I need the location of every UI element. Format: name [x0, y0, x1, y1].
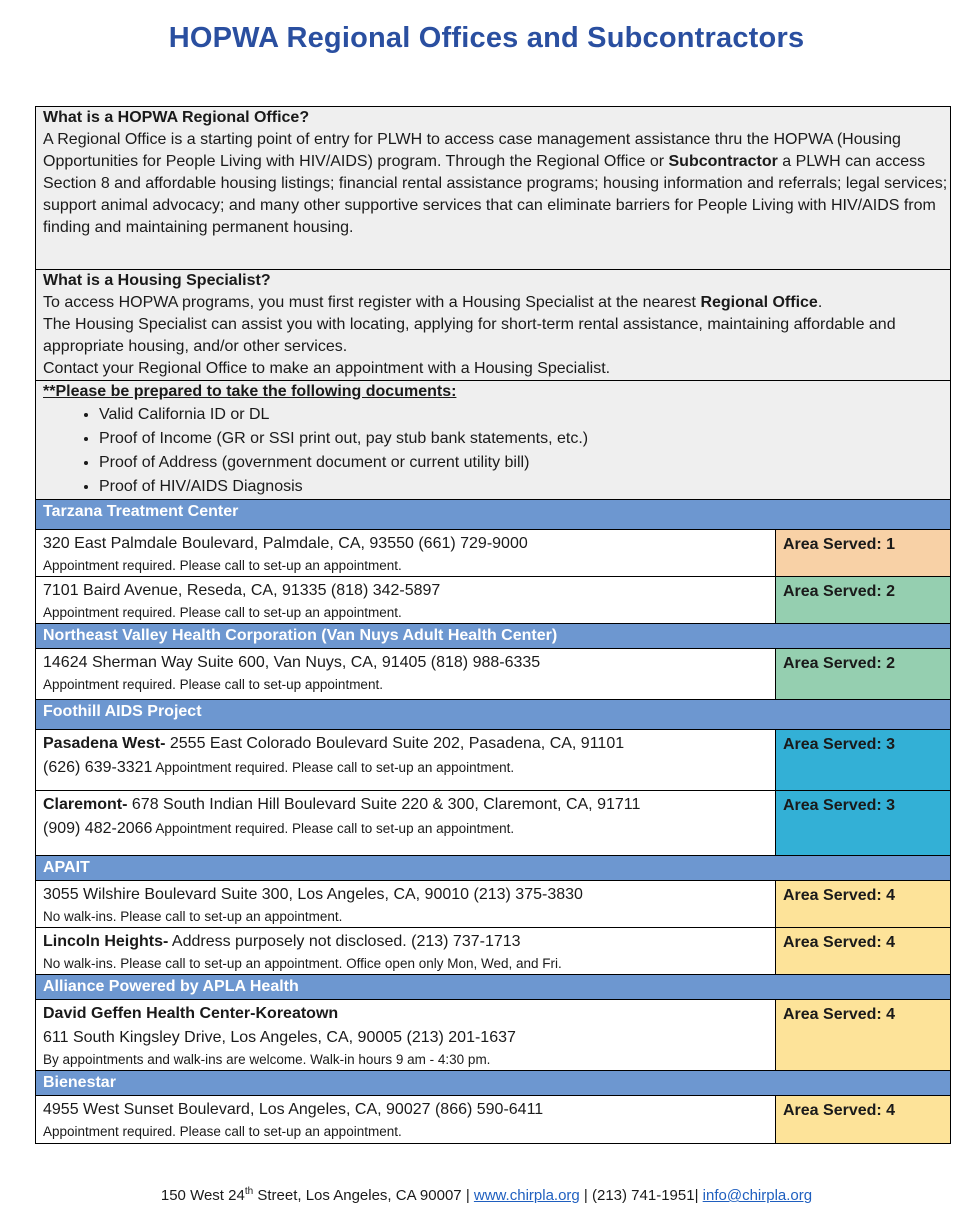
offices-table	[35, 106, 951, 1144]
table-row: David Geffen Health Center-Koreatown 611 South Kingsley Drive, Los Angeles, CA, 90005 (213) 201-1637 By appointments and walk-ins are welcome. Walk-in hours 9 am - 4:30 pm. Area Served: 4	[36, 1000, 951, 1071]
subcontractor-term: Subcontractor	[668, 153, 778, 170]
list-item: • Proof of HIV/AIDS Diagnosis	[99, 475, 950, 499]
location-label: Claremont-	[43, 796, 128, 813]
phone-number: (213) 741-1951	[592, 1187, 695, 1204]
regional-office-info	[36, 107, 951, 270]
table-row: 14624 Sherman Way Suite 600, Van Nuys, CA, 91405 (818) 988-6335 Appointment required. Please call to set-up appointment. Area Served: 2	[36, 649, 951, 700]
section-header-bienestar: Bienestar	[36, 1071, 951, 1096]
email-link[interactable]: info@chirpla.org	[702, 1187, 813, 1204]
area-served-badge: Area Served: 4	[776, 928, 951, 975]
table-row: Pasadena West- 2555 East Colorado Boulevard Suite 202, Pasadena, CA, 91101 (626) 639-3321 Appointment required. Please call to set-up an appointment. Area Served: 3	[36, 730, 951, 791]
list-item: • Proof of Income (GR or SSI print out, pay stub bank statements, etc.)	[99, 427, 950, 451]
area-served-badge: Area Served: 2	[776, 649, 951, 700]
table-row: 3055 Wilshire Boulevard Suite 300, Los Angeles, CA, 90010 (213) 375-3830 No walk-ins. Please call to set-up an appointment. Area Served: 4	[36, 881, 951, 928]
area-served-badge: Area Served: 4	[776, 881, 951, 928]
documents-list	[43, 403, 950, 499]
location-label: Pasadena West-	[43, 735, 166, 752]
section-header-alliance: Alliance Powered by APLA Health	[36, 975, 951, 1000]
list-item: • Valid California ID or DL	[99, 403, 950, 427]
section-header-foothill: Foothill AIDS Project	[36, 700, 951, 730]
area-served-badge: Area Served: 3	[776, 791, 951, 856]
area-served-badge: Area Served: 4	[776, 1000, 951, 1071]
regional-office-term: Regional Office	[700, 294, 818, 311]
area-served-badge: Area Served: 1	[776, 530, 951, 577]
table-row: Lincoln Heights- Address purposely not disclosed. (213) 737-1713 No walk-ins. Please call to set-up an appointment. Office open only Mon, Wed, and Fri. Area Served: 4	[36, 928, 951, 975]
section-header-tarzana: Tarzana Treatment Center	[36, 500, 951, 530]
list-item: • Proof of Address (government document or current utility bill)	[99, 451, 950, 475]
area-served-badge: Area Served: 3	[776, 730, 951, 791]
section-header-northeast: Northeast Valley Health Corporation (Van Nuys Adult Health Center)	[36, 624, 951, 649]
regional-office-heading: What is a HOPWA Regional Office?	[43, 109, 310, 126]
table-row: 4955 West Sunset Boulevard, Los Angeles, CA, 90027 (866) 590-6411 Appointment required. Please call to set-up an appointment. Area Served: 4	[36, 1096, 951, 1144]
table-row: 7101 Baird Avenue, Reseda, CA, 91335 (818) 342-5897 Appointment required. Please call to set-up an appointment. Area Served: 2	[36, 577, 951, 624]
table-row: 320 East Palmdale Boulevard, Palmdale, CA, 93550 (661) 729-9000 Appointment required. Please call to set-up an appointment. Area Served: 1	[36, 530, 951, 577]
page-footer: 150 West 24th Street, Los Angeles, CA 90007 | www.chirpla.org | (213) 741-1951| info@chirpla.org	[160, 1186, 813, 1204]
page-title: HOPWA Regional Offices and Subcontractors	[168, 22, 805, 54]
location-label: David Geffen Health Center-Koreatown	[43, 1005, 339, 1022]
housing-specialist-info: What is a Housing Specialist? To access HOPWA programs, you must first register with a Housing Specialist at the nearest Regional Office. The Housing Specialist can assist you with locating, applying for short-term rental assistance, maintaining affordable and appropriate housing, and/or other services. Contact your Regional Office to make an appointment with a Housing Specialist.	[36, 270, 951, 381]
area-served-badge: Area Served: 2	[776, 577, 951, 624]
required-documents	[36, 381, 951, 500]
housing-specialist-heading: What is a Housing Specialist?	[43, 272, 271, 289]
section-header-apait: APAIT	[36, 856, 951, 881]
table-row: Claremont- 678 South Indian Hill Boulevard Suite 220 & 300, Claremont, CA, 91711 (909) 482-2066 Appointment required. Please call to set-up an appointment. Area Served: 3	[36, 791, 951, 856]
documents-heading: **Please be prepared to take the following documents:	[43, 383, 457, 400]
location-label: Lincoln Heights-	[43, 933, 169, 950]
area-served-badge: Area Served: 4	[776, 1096, 951, 1144]
regional-office-text: A Regional Office is a starting point of entry for PLWH to access case management assistance thru the HOPWA (Housing Opportunities for People Living with HIV/AIDS) program. Through the Regional Office or Subcontractor a PLWH can access Section 8 and affordable housing listings; financial rental assistance programs; housing information and referrals; legal services; support animal advocacy; and many other supportive services that can eliminate barriers for People Living with HIV/AIDS from finding and maintaining permanent housing.	[43, 131, 948, 236]
website-link[interactable]: www.chirpla.org	[473, 1187, 580, 1204]
